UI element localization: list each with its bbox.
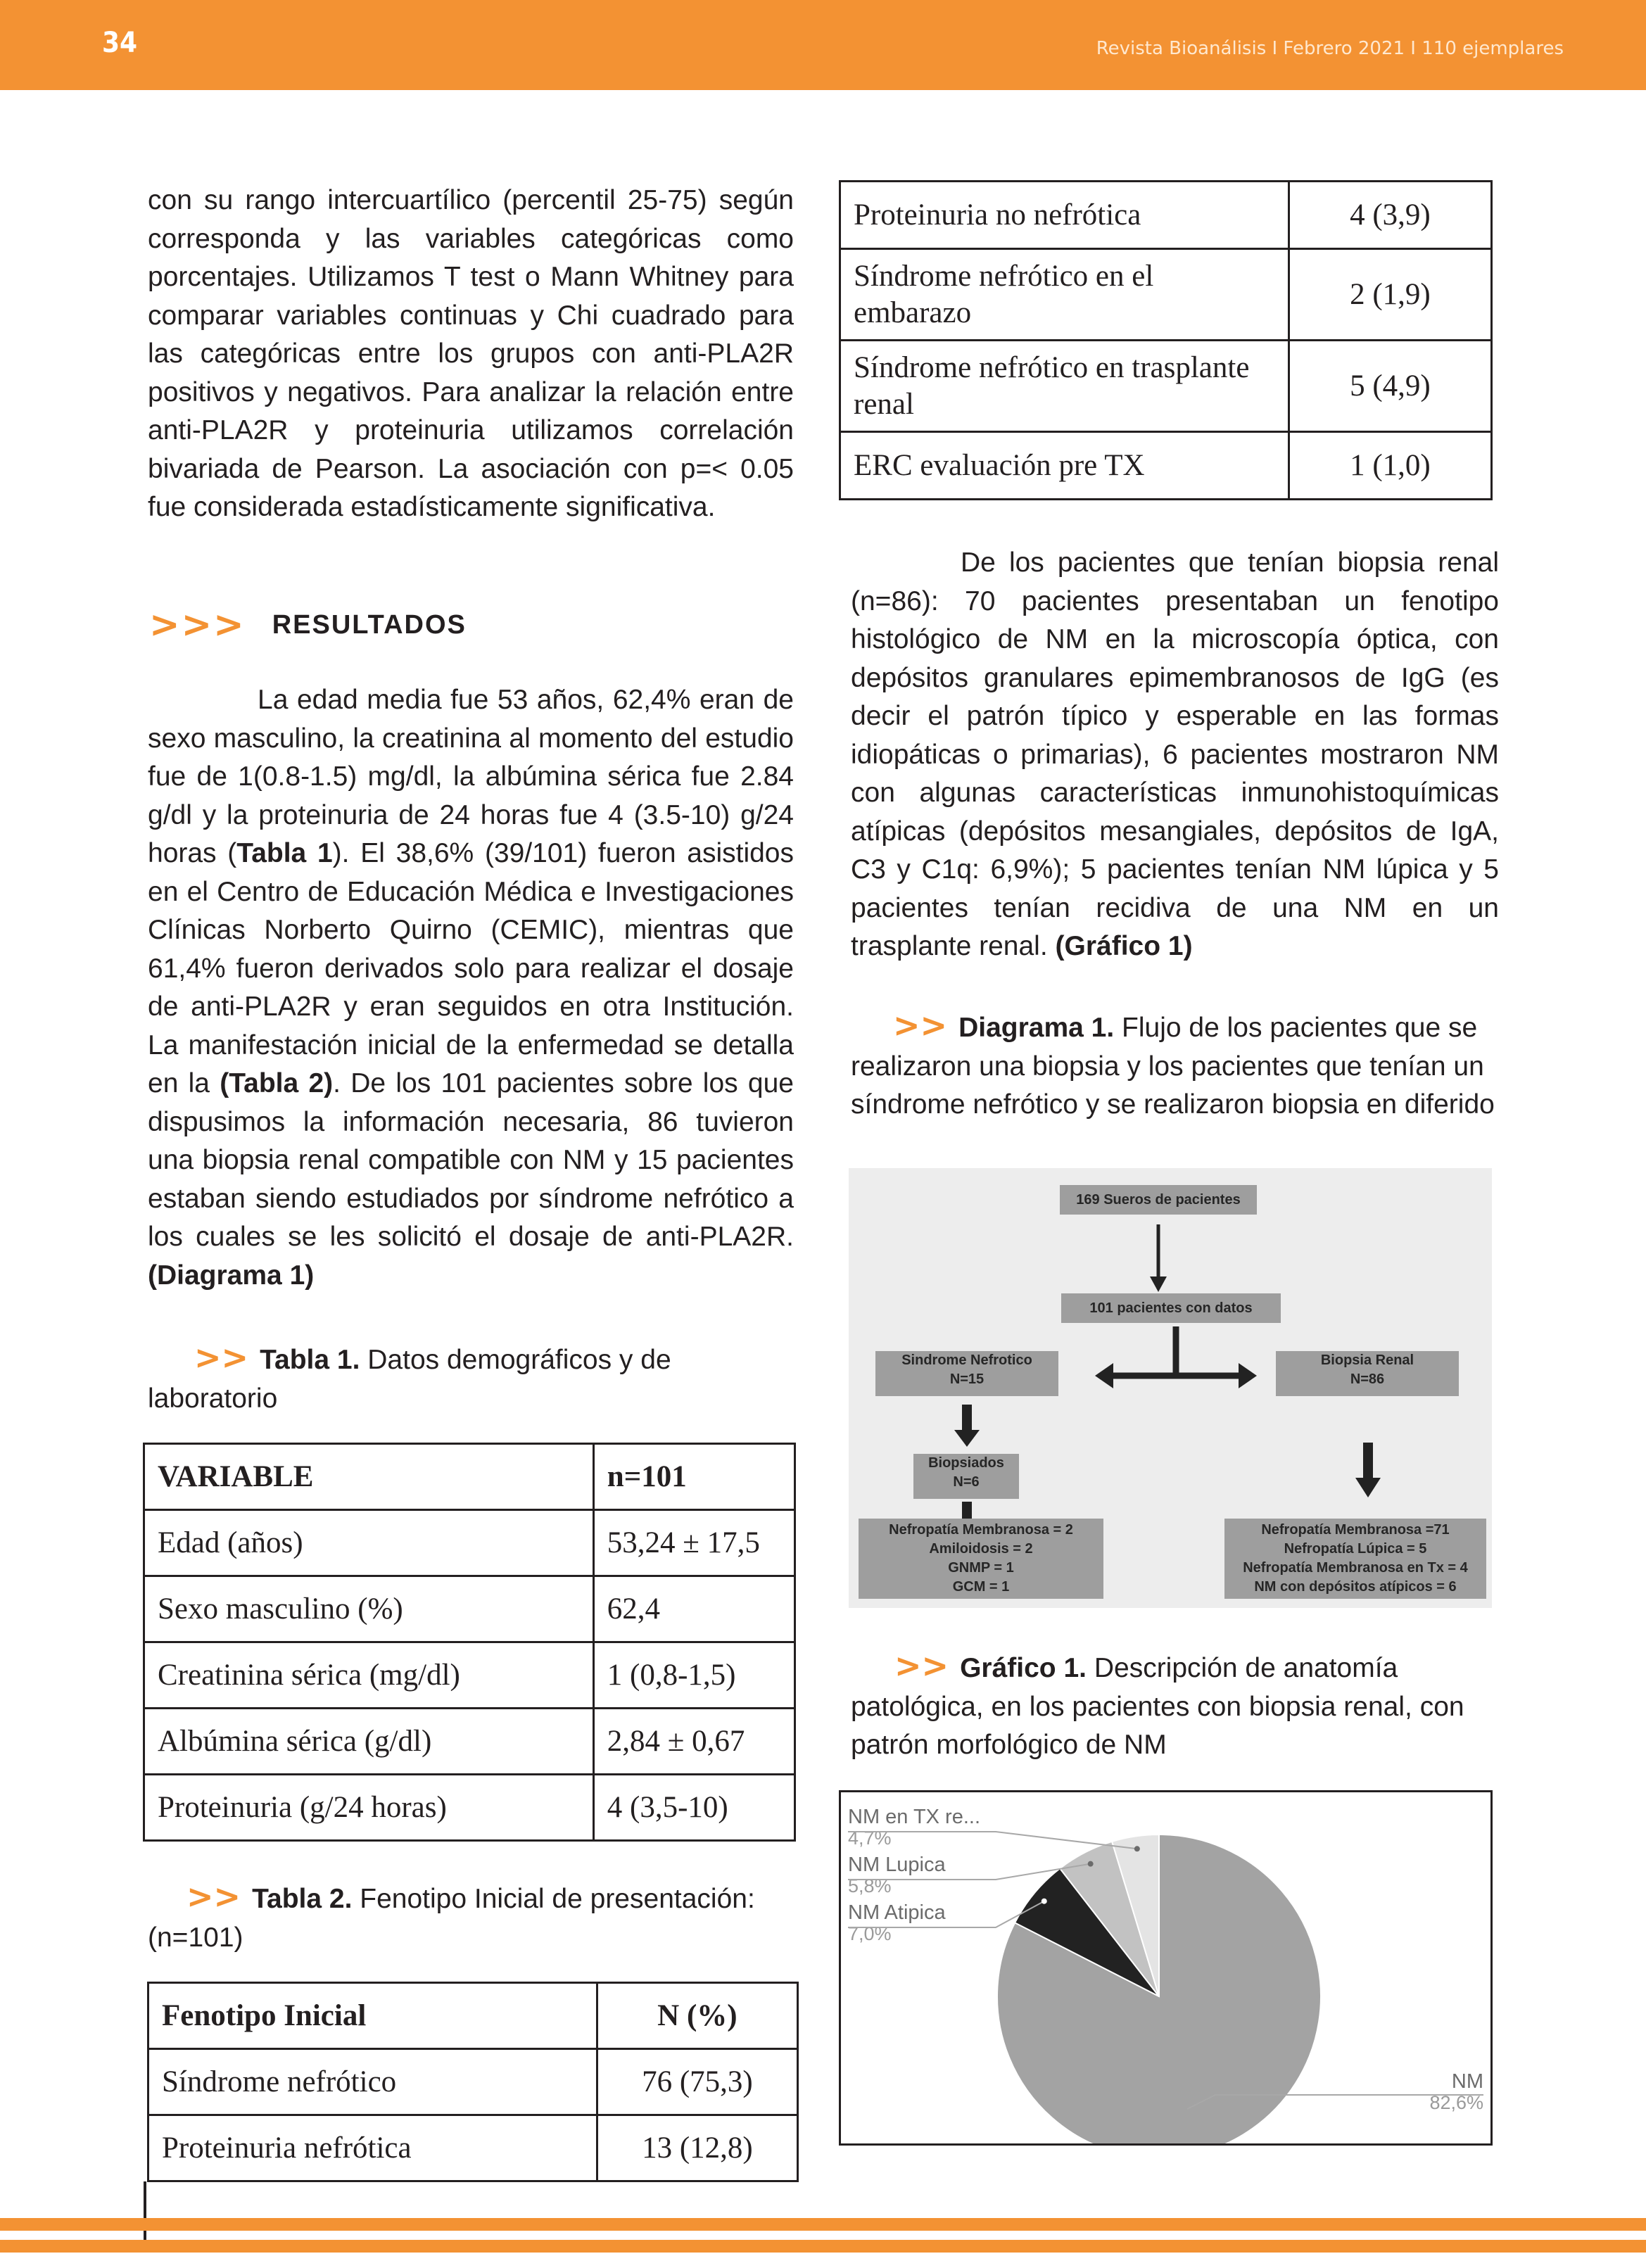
box-pacientes-datos: 101 pacientes con datos bbox=[1061, 1293, 1281, 1323]
ref-grafico1: (Gráfico 1) bbox=[1055, 931, 1193, 961]
table2-caption-text: Fenotipo Inicial de presentación: (n=101) bbox=[148, 1884, 755, 1953]
box-sueros: 169 Sueros de pacientes bbox=[1060, 1185, 1257, 1215]
box-line: Sindrome Nefrotico bbox=[901, 1352, 1032, 1368]
box-line: Nefropatía Lúpica = 5 bbox=[1284, 1541, 1427, 1557]
table-cell: 53,24 ± 17,5 bbox=[593, 1510, 794, 1576]
pie-leader-dot bbox=[1042, 1899, 1047, 1904]
table1-caption-text: Datos demográficos y de laboratorio bbox=[148, 1345, 671, 1414]
box-line: Biopsiados bbox=[928, 1455, 1004, 1471]
biopsy-text: De los pacientes que tenían biopsia renal (n=86): 70 pacientes presentaban un fenotipo histológico de NM en la microscopía óptica, con depósitos granulares epimembranosos de IgG (es decir el patrón típico y esperable en las formas idiopáticas o primarias), 6 pacientes mostraron NM con algunas características inmunohistoquímicas atípicas (depósitos mesangiales, depósitos de IgA, C3 y C1q: 6,9%); 5 pacientes tenían NM lúpica y 5 pacientes tenían recidiva de una NM en un trasplante renal. bbox=[851, 547, 1499, 961]
box-line: N=6 bbox=[953, 1474, 980, 1490]
table-cell: 62,4 bbox=[593, 1576, 794, 1642]
box-left-results bbox=[859, 1519, 1103, 1599]
section-heading bbox=[149, 604, 467, 646]
box-line: N=86 bbox=[1350, 1371, 1385, 1387]
table-cell: Síndrome nefrótico en trasplante renal bbox=[840, 341, 1289, 432]
table-row bbox=[144, 1510, 795, 1576]
box-line: Nefropatía Membranosa en Tx = 4 bbox=[1243, 1560, 1468, 1576]
table-cell: Proteinuria (g/24 horas) bbox=[144, 1775, 594, 1841]
arrow-down-icon bbox=[953, 1405, 981, 1448]
pie-leader-line bbox=[848, 1832, 1137, 1849]
box-line: Nefropatía Membranosa =71 bbox=[1261, 1522, 1450, 1538]
table-cell: 4 (3,9) bbox=[1289, 182, 1491, 249]
publication-title: Revista Bioanálisis I Febrero 2021 I 110 ejemplares bbox=[1096, 38, 1564, 59]
ref-diagrama1: (Diagrama 1) bbox=[148, 1260, 315, 1291]
table-row bbox=[148, 2049, 798, 2115]
box-line: Biopsia Renal bbox=[1320, 1352, 1414, 1368]
box-biopsia-renal bbox=[1276, 1351, 1459, 1396]
box-line: NM con depósitos atípicos = 6 bbox=[1254, 1579, 1457, 1595]
page-number: 34 bbox=[102, 27, 138, 59]
pie-value-label: 7,0% bbox=[848, 1923, 892, 1944]
pie-leader-dot bbox=[1088, 1861, 1094, 1867]
table-cell: Síndrome nefrótico en el embarazo bbox=[840, 249, 1289, 341]
table-cell: Proteinuria no nefrótica bbox=[840, 182, 1289, 249]
results-text-b: ). El 38,6% (39/101) fueron asistidos en el Centro de Educación Médica e Investigaciones Clínicas Norberto Quirno (CEMIC), mientras que 61,4% fueron derivados solo para realizar el dosaje de anti-PLA2R y eran seguidos en otra Institución. La manifestación inicial de la enfermedad se detalla en la bbox=[148, 838, 794, 1098]
table-cell: 1 (0,8-1,5) bbox=[593, 1642, 794, 1709]
box-line: GCM = 1 bbox=[952, 1579, 1010, 1595]
table-row bbox=[144, 1642, 795, 1709]
table-header-row bbox=[144, 1444, 795, 1510]
table2-part2 bbox=[839, 180, 1493, 500]
section-arrows-icon: >>> bbox=[149, 604, 246, 646]
table-cell: ERC evaluación pre TX bbox=[840, 432, 1289, 500]
table-cell: 5 (4,9) bbox=[1289, 341, 1491, 432]
pie-label: NM bbox=[1451, 2070, 1483, 2093]
table-row bbox=[840, 249, 1492, 341]
table-cell: Síndrome nefrótico bbox=[148, 2049, 597, 2115]
results-text-c: . De los 101 pacientes sobre los que dispusimos la información necesaria, 86 tuvieron una biopsia renal compatible con NM y 15 pacientes estaban siendo estudiados por síndrome nefrótico a los cuales se les solicitó el dosaje de anti-PLA2R. bbox=[148, 1068, 794, 1252]
table-header-cell: VARIABLE bbox=[144, 1444, 594, 1510]
arrow-down-icon bbox=[1354, 1443, 1382, 1499]
table-row bbox=[840, 341, 1492, 432]
caption-arrows-icon: >> bbox=[893, 1006, 948, 1044]
results-paragraph bbox=[148, 681, 794, 1295]
box-line: Amiloidosis = 2 bbox=[929, 1541, 1033, 1557]
diagram1-caption-label: Diagrama 1. bbox=[958, 1013, 1115, 1043]
ref-tabla1: Tabla 1 bbox=[236, 838, 333, 868]
diagram1-caption bbox=[851, 1006, 1499, 1125]
table-cell: Creatinina sérica (mg/dl) bbox=[144, 1642, 594, 1709]
table-cell: 2,84 ± 0,67 bbox=[593, 1709, 794, 1775]
pie-label: NM en TX re... bbox=[848, 1806, 981, 1828]
table-cell: 13 (12,8) bbox=[597, 2115, 797, 2181]
table-header-cell: n=101 bbox=[593, 1444, 794, 1510]
box-biopsiados bbox=[913, 1454, 1019, 1499]
diagram1-caption-text: Flujo de los pacientes que se realizaron una biopsia y los pacientes que tenían un síndrome nefrótico y se realizaron biopsia en diferido bbox=[851, 1013, 1495, 1120]
table-cell: Albúmina sérica (g/dl) bbox=[144, 1709, 594, 1775]
grafico1-caption bbox=[851, 1647, 1499, 1765]
table1 bbox=[143, 1443, 796, 1842]
table-row bbox=[144, 1775, 795, 1841]
flow-diagram bbox=[849, 1168, 1492, 1608]
table1-caption bbox=[148, 1338, 794, 1418]
pie-value-label: 4,7% bbox=[848, 1827, 892, 1849]
split-arrow-icon bbox=[1095, 1326, 1257, 1404]
methods-text: con su rango intercuartílico (percentil 25-75) según corresponda y las variables categóricas como porcentajes. Utilizamos T test o Mann Whitney para comparar variables continuas y Chi cuadrado para las categóricas entre los grupos con anti-PLA2R positivos y negativos. Para analizar la relación entre anti-PLA2R y proteinuria utilizamos correlación bivariada de Pearson. La asociación con p=< 0.05 fue considerada estadísticamente significativa. bbox=[148, 185, 794, 522]
pie-label: NM Lupica bbox=[848, 1854, 946, 1876]
pie-value-label: 82,6% bbox=[1429, 2092, 1483, 2113]
footer-bar bbox=[0, 2218, 1646, 2231]
section-title: RESULTADOS bbox=[272, 609, 467, 640]
table1-caption-label: Tabla 1. bbox=[260, 1345, 360, 1375]
results-text bbox=[148, 681, 794, 1295]
pie-chart bbox=[841, 1792, 1490, 2143]
table-row bbox=[148, 2115, 798, 2181]
caption-arrows-icon: >> bbox=[194, 1338, 249, 1376]
page-header bbox=[0, 0, 1646, 90]
table-cell: 4 (3,5-10) bbox=[593, 1775, 794, 1841]
table-row bbox=[840, 432, 1492, 500]
caption-arrows-icon: >> bbox=[186, 1877, 241, 1915]
pie-leader-dot bbox=[1134, 1846, 1140, 1851]
box-line: GNMP = 1 bbox=[948, 1560, 1014, 1576]
grafico1-caption-text: Descripción de anatomía patológica, en los pacientes con biopsia renal, con patrón morfológico de NM bbox=[851, 1653, 1464, 1760]
table-row bbox=[144, 1576, 795, 1642]
pie-value-label: 5,8% bbox=[848, 1875, 892, 1896]
table2-caption bbox=[148, 1877, 794, 1957]
table2-part1 bbox=[147, 1982, 799, 2182]
biopsy-paragraph bbox=[851, 544, 1499, 966]
box-sindrome-nefrotico bbox=[875, 1351, 1058, 1396]
footer-bar bbox=[0, 2240, 1646, 2253]
box-line: Nefropatía Membranosa = 2 bbox=[889, 1522, 1073, 1538]
grafico1-caption-label: Gráfico 1. bbox=[960, 1653, 1087, 1683]
methods-paragraph bbox=[148, 182, 794, 527]
table2-caption-label: Tabla 2. bbox=[252, 1884, 353, 1914]
pie-chart-frame bbox=[839, 1790, 1493, 2146]
table-row bbox=[144, 1709, 795, 1775]
table-cell: Proteinuria nefrótica bbox=[148, 2115, 597, 2181]
pie-label: NM Atipica bbox=[848, 1901, 946, 1924]
table-cell: 2 (1,9) bbox=[1289, 249, 1491, 341]
arrow-down-icon bbox=[1148, 1224, 1169, 1295]
box-line: N=15 bbox=[949, 1371, 985, 1387]
box-right-results bbox=[1224, 1519, 1486, 1599]
results-text-a: La edad media fue 53 años, 62,4% eran de sexo masculino, la creatinina al momento del estudio fue de 1(0.8-1.5) mg/dl, la albúmina sérica fue 2.84 g/dl y la proteinuria de 24 horas fue 4 (3.5-10) g/24 horas ( bbox=[148, 685, 794, 868]
table-row bbox=[840, 182, 1492, 249]
ref-tabla2: (Tabla 2) bbox=[220, 1068, 334, 1098]
table-cell: Edad (años) bbox=[144, 1510, 594, 1576]
table-header-cell: Fenotipo Inicial bbox=[148, 1983, 597, 2049]
caption-arrows-icon: >> bbox=[894, 1647, 949, 1685]
table-header-cell: N (%) bbox=[597, 1983, 797, 2049]
table-cell: 76 (75,3) bbox=[597, 2049, 797, 2115]
table-header-row bbox=[148, 1983, 798, 2049]
table-cell: Sexo masculino (%) bbox=[144, 1576, 594, 1642]
table-cell: 1 (1,0) bbox=[1289, 432, 1491, 500]
